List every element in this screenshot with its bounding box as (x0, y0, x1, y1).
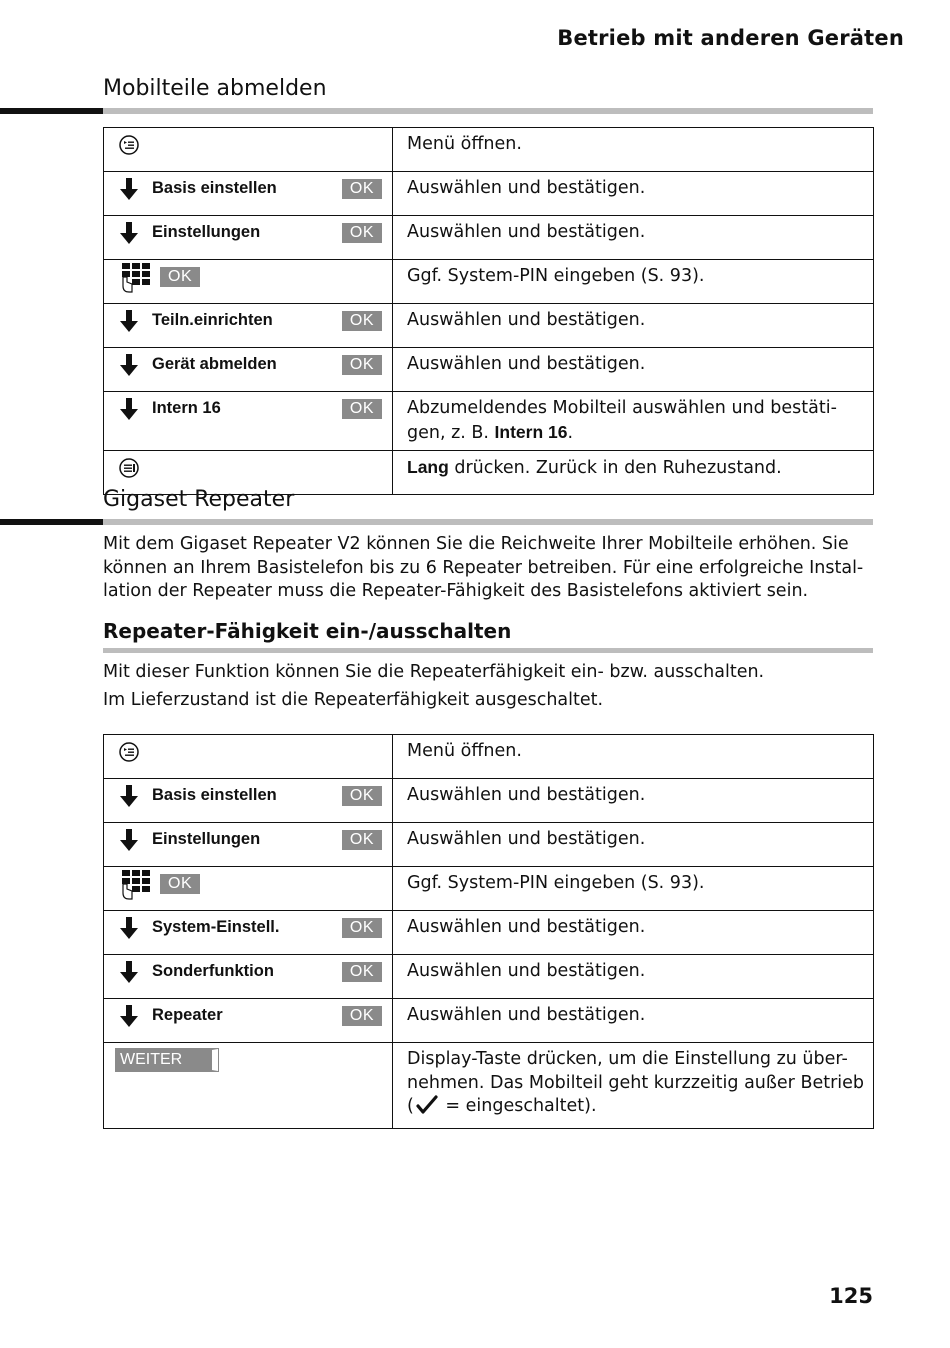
table-row (104, 392, 874, 451)
menu-item-label: Basis einstellen (152, 786, 277, 804)
down-arrow-icon (118, 917, 140, 939)
menu-item-label: Teiln.einrichten (152, 311, 273, 329)
down-arrow-icon (118, 310, 140, 332)
table-row (104, 823, 874, 867)
menu-item-label: Einstellungen (152, 223, 261, 241)
checkmark-icon (416, 1095, 438, 1123)
section-title-gigaset-repeater: Gigaset Repeater (103, 487, 295, 512)
ok-softkey: OK (160, 874, 200, 894)
ok-softkey: OK (342, 179, 382, 199)
menu-item-label: Sonderfunktion (152, 962, 274, 980)
section-rule-gray (103, 108, 873, 114)
ok-softkey: OK (342, 786, 382, 806)
menu-item-label: Repeater (152, 1006, 223, 1024)
ok-softkey: OK (342, 918, 382, 938)
ok-softkey: OK (342, 399, 382, 419)
table-row (104, 955, 874, 999)
step-description: Menü öffnen. (393, 735, 874, 779)
table-row (104, 172, 874, 216)
ok-softkey: OK (342, 1006, 382, 1026)
table-row (104, 1043, 874, 1129)
step-description: Lang drücken. Zurück in den Ruhezustand. (393, 451, 874, 495)
menu-item-label: Intern 16 (152, 399, 221, 417)
page-number: 125 (829, 1284, 873, 1308)
display-key-weiter: WEITER (116, 1049, 218, 1071)
subsection-rule (103, 648, 873, 653)
table-row (104, 216, 874, 260)
table-row (104, 999, 874, 1043)
section-title-mobilteile-abmelden: Mobilteile abmelden (103, 76, 327, 101)
table-row (104, 348, 874, 392)
ok-softkey: OK (342, 962, 382, 982)
down-arrow-icon (118, 785, 140, 807)
keypad-icon (120, 867, 154, 901)
down-arrow-icon (118, 222, 140, 244)
table-row (104, 735, 874, 779)
paragraph: Im Lieferzustand ist die Repeaterfähigkeit ausgeschaltet. (103, 690, 604, 710)
down-arrow-icon (118, 961, 140, 983)
step-description: Auswählen und bestätigen. (393, 172, 874, 216)
down-arrow-icon (118, 354, 140, 376)
menu-item-label: System-Einstell. (152, 918, 280, 936)
down-arrow-icon (118, 829, 140, 851)
down-arrow-icon (118, 1005, 140, 1027)
ok-softkey: OK (342, 355, 382, 375)
ok-softkey: OK (160, 267, 200, 287)
step-description: Auswählen und bestätigen. (393, 823, 874, 867)
step-description: Auswählen und bestätigen. (393, 216, 874, 260)
menu-item-label: Basis einstellen (152, 179, 277, 197)
ok-softkey: OK (342, 223, 382, 243)
step-description: Abzumeldendes Mobilteil auswählen und bestäti-gen, z. B. Intern 16. (393, 392, 874, 451)
intro-paragraph: Mit dem Gigaset Repeater V2 können Sie die Reichweite Ihrer Mobilteile erhöhen. Sie können an Ihrem Basistelefon bis zu 6 Repeater betreiben. Für eine erfolgreiche Instal-lation der Repeater muss die Repeater-Fähigkeit des Basistelefons aktiviert sein. (103, 534, 864, 601)
ok-softkey: OK (342, 311, 382, 331)
ok-softkey: OK (342, 830, 382, 850)
step-description: Auswählen und bestätigen. (393, 779, 874, 823)
step-description: Auswählen und bestätigen. (393, 304, 874, 348)
step-description: Auswählen und bestätigen. (393, 911, 874, 955)
table-row (104, 260, 874, 304)
step-description: Menü öffnen. (393, 128, 874, 172)
section-rule-gray (103, 519, 873, 525)
step-description: Ggf. System-PIN eingeben (S. 93). (393, 867, 874, 911)
menu-key-icon (118, 741, 140, 763)
step-description: Auswählen und bestätigen. (393, 999, 874, 1043)
down-arrow-icon (118, 398, 140, 420)
down-arrow-icon (118, 178, 140, 200)
steps-table-repeater (103, 734, 874, 1129)
table-row (104, 911, 874, 955)
table-row (104, 128, 874, 172)
step-description: Auswählen und bestätigen. (393, 955, 874, 999)
keypad-icon (120, 260, 154, 294)
step-description: Auswählen und bestätigen. (393, 348, 874, 392)
table-row (104, 779, 874, 823)
section-rule-black (0, 108, 103, 114)
menu-item-label: Einstellungen (152, 830, 261, 848)
steps-table-abmelden (103, 127, 874, 495)
running-header: Betrieb mit anderen Geräten (557, 26, 904, 50)
end-key-icon (118, 457, 140, 479)
paragraph: Mit dieser Funktion können Sie die Repeaterfähigkeit ein- bzw. ausschalten. (103, 662, 765, 682)
table-row (104, 304, 874, 348)
step-description: Display-Taste drücken, um die Einstellung zu über-nehmen. Das Mobilteil geht kurzzeitig außer Betrieb ( = eingeschaltet). (393, 1043, 874, 1129)
subsection-title: Repeater-Fähigkeit ein-/ausschalten (103, 619, 512, 643)
table-row (104, 867, 874, 911)
menu-item-label: Gerät abmelden (152, 355, 277, 373)
menu-key-icon (118, 134, 140, 156)
step-description: Ggf. System-PIN eingeben (S. 93). (393, 260, 874, 304)
section-rule-black (0, 519, 103, 525)
